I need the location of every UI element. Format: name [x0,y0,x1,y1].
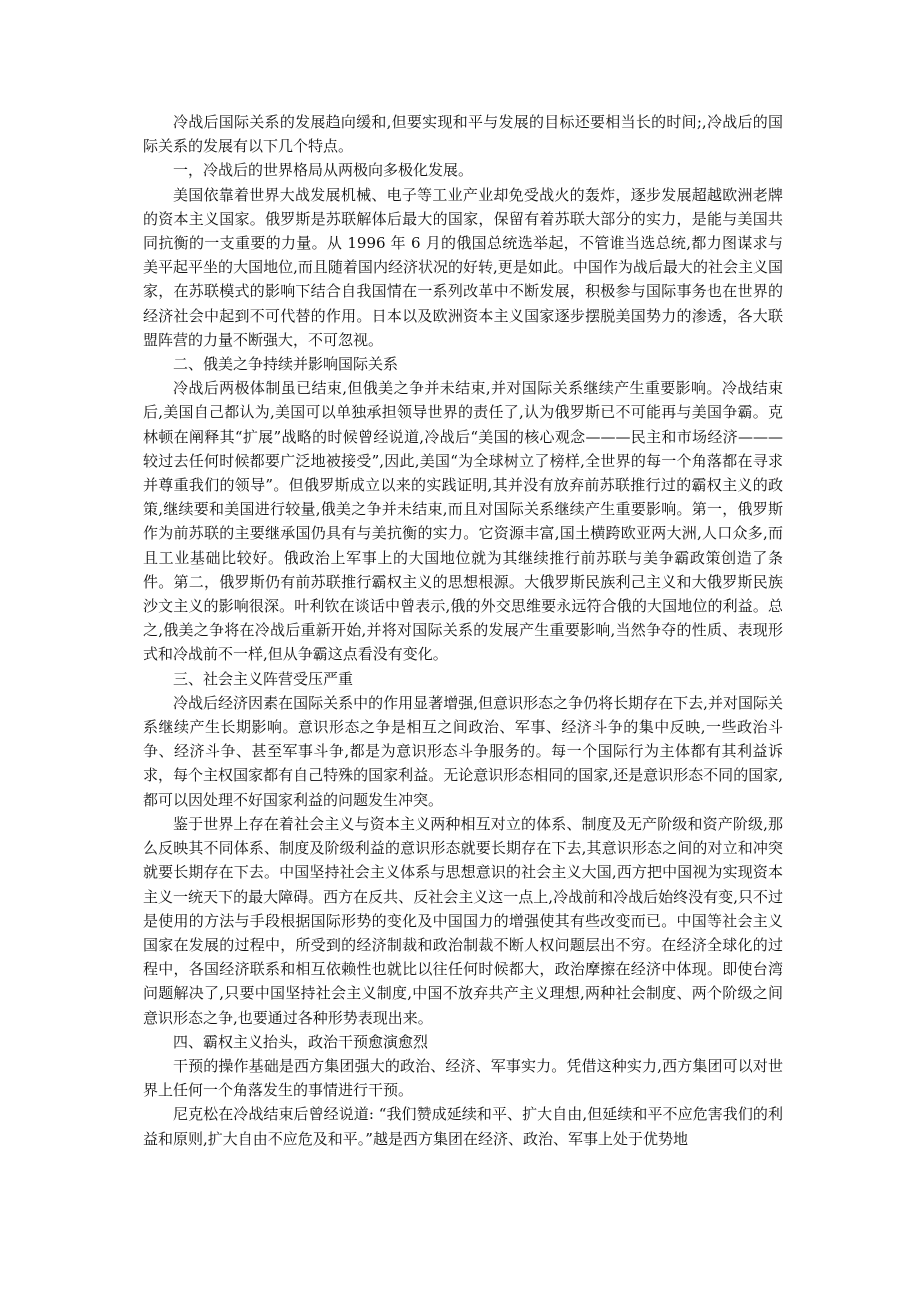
section-heading-4: 四、霸权主义抬头，政治干预愈演愈烈 [173,1032,429,1051]
body-paragraph: 鉴于世界上存在着社会主义与资本主义两种相互对立的体系、制度及无产阶级和资产阶级,那么反映其不同体系、制度及阶级利益的意识形态就要长期存在下去,其意识形态之间的对立和冲突就要长期存在下去。中国坚持社会主义体系与思想意识的社会主义大国,西方把中国视为实现资本主义一统天下的最大障碍。西方在反共、反社会主义这一点上,冷战前和冷战后始终没有变,只不过是使用的方法与手段根据国际形势的变化及中国国力的增强使其有些改变而已。中国等社会主义国家在发展的过程中，所受到的经济制裁和政治制裁不断人权问题层出不穷。在经济全球化的过程中，各国经济联系和相互依赖性也就比以往任何时候都大，政治摩擦在经济中体现。即使台湾问题解决了,只要中国坚持社会主义制度,中国不放弃共产主义理想,两种社会制度、两个阶级之间意识形态之争,也要通过各种形势表现出来。 [143,814,783,1027]
body-paragraph: 冷战后经济因素在国际关系中的作用显著增强,但意识形态之争仍将长期存在下去,并对国际关系继续产生长期影响。意识形态之争是相互之间政治、军事、经济斗争的集中反映,一些政治斗争、经济斗争、甚至军事斗争,都是为意识形态斗争服务的。每一个国际行为主体都有其利益诉求，每个主权国家都有自己特殊的国家利益。无论意识形态相同的国家,还是意识形态不同的国家,都可以因处理不好国家利益的问题发生冲突。 [143,693,783,809]
body-paragraph: 尼克松在冷战结束后曾经说道: “我们赞成延续和平、扩大自由,但延续和平不应危害我们的利益和原则,扩大自由不应危及和平。”越是西方集团在经济、政治、军事上处于优势地 [143,1105,783,1148]
body-paragraph: 冷战后两极体制虽已结束,但俄美之争并未结束,并对国际关系继续产生重要影响。冷战结束后,美国自己都认为,美国可以单独承担领导世界的责任了,认为俄罗斯已不可能再与美国争霸。克林顿在阐释其“扩展”战略的时候曾经说道,冷战后“美国的核心观念———民主和市场经济———较过去任何时候都要广泛地被接受”,因此,美国“为全球树立了榜样,全世界的每一个角落都在寻求并尊重我们的领导”。但俄罗斯成立以来的实践证明,其并没有放弃前苏联推行过的霸权主义的政策,继续要和美国进行较量,俄美之争并未结束,而且对国际关系继续产生重要影响。第一，俄罗斯作为前苏联的主要继承国仍具有与美抗衡的实力。它资源丰富,国土横跨欧亚两大洲,人口众多,而且工业基础比较好。俄政治上军事上的大国地位就为其继续推行前苏联与美争霸政策创造了条件。第二，俄罗斯仍有前苏联推行霸权主义的思想根源。大俄罗斯民族利己主义和大俄罗斯民族沙文主义的影响很深。叶利钦在谈话中曾表示,俄的外交思维要永远符合俄的大国地位的利益。总之,俄美之争将在冷战后重新开始,并将对国际关系的发展产生重要影响,当然争夺的性质、表现形式和冷战前不一样,但从争霸这点看没有变化。 [143,379,783,664]
body-paragraph: 干预的操作基础是西方集团强大的政治、经济、军事实力。凭借这种实力,西方集团可以对世界上任何一个角落发生的事情进行干预。 [143,1056,783,1100]
section-heading-3: 三、社会主义阵营受压严重 [173,669,354,688]
document-body [143,110,783,1151]
section-heading-2: 二、俄美之争持续并影响国际关系 [173,355,399,374]
body-paragraph: 美国依靠着世界大战发展机械、电子等工业产业却免受战火的轰炸，逐步发展超越欧洲老牌的资本主义国家。俄罗斯是苏联解体后最大的国家，保留有着苏联大部分的实力，是能与美国共同抗衡的一支重要的力量。从 1996 年 6 月的俄国总统选举起，不管谁当选总统,都力图谋求与美平起平坐的大国地位,而且随着国内经济状况的好转,更是如此。中国作为战后最大的社会主义国家，在苏联模式的影响下结合自我国情在一系列改革中不断发展，积极参与国际事务也在世界的经济社会中起到不可代替的作用。日本以及欧洲资本主义国家逐步摆脱美国势力的渗透，各大联盟阵营的力量不断强大，不可忽视。 [143,185,783,349]
section-heading-1: 一，冷战后的世界格局从两极向多极化发展。 [173,161,474,180]
intro-paragraph: 冷战后国际关系的发展趋向缓和,但要实现和平与发展的目标还要相当长的时间;,冷战后的国际关系的发展有以下几个特点。 [143,113,783,156]
